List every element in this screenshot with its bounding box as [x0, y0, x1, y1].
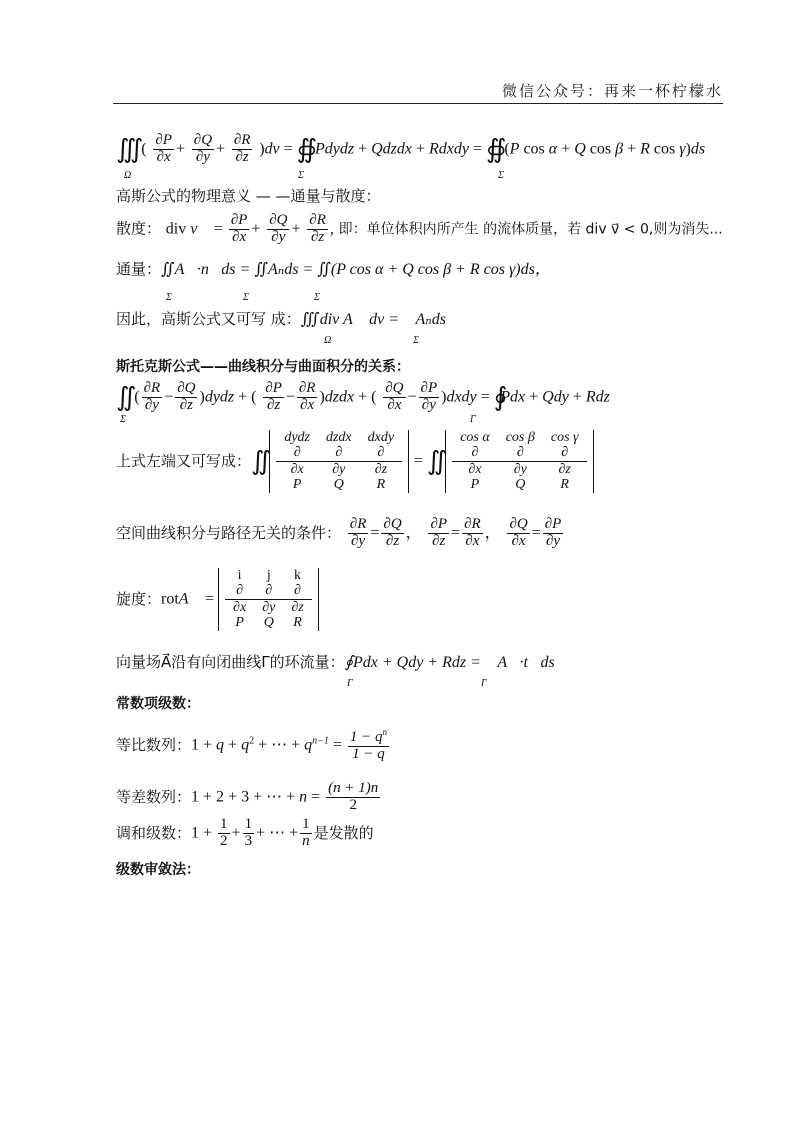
circulation-label: 向量场A⃗沿有向闭曲线Γ的环流量：: [116, 653, 345, 671]
divergence-text: 即：单位体积内所产生 的流体质量，若 div v⃗ < 0,则为消失...: [338, 221, 723, 238]
curl-label: 旋度：: [116, 589, 162, 608]
header-title: 微信公众号：再来一杯柠檬水: [501, 82, 723, 100]
left-rewrite-label: 上式左端又可写成：: [116, 451, 252, 470]
determinant-left: dydz dzdx dxdy ∂ ∂ ∂ ∂x ∂y ∂z P Q R: [269, 430, 409, 493]
flux-line: [116, 262, 551, 278]
gauss-rewrite-line: [116, 312, 446, 328]
determinant-right: cos α cos β cos γ ∂ ∂ ∂ ∂x ∂y ∂z P Q R: [445, 430, 593, 493]
page-header: [113, 80, 723, 102]
harmonic-text: 是发散的: [313, 823, 374, 842]
arithmetic-label: 等差数列：: [116, 787, 192, 806]
series-heading: 常数项级数：: [116, 696, 200, 712]
path-independence-line: 空间曲线积分与路径无关的条件： $\frac{\partial R}{\partial y}$ = $\frac{\partial Q}{\partial z}$ ， $\frac{\partial P}{\partial z}$ = $\frac{\partial R}{\partial x}$ ， $\frac{\partial Q}{\partial x}$ = $\frac{\partial P}{\partial y}$: [116, 516, 562, 549]
gauss-meaning: 高斯公式的物理意义 — —通量与散度：: [116, 187, 381, 205]
gauss-formula: ∭ Ω ( $\frac{\partial P}{\partial x}$ + $\frac{\partial Q}{\partial y}$ + $\frac{\partial R}{\partial z}$ )dv = ∯ Σ Pdydz + Qdzdx + Rdxdy = ∯ Σ (P cos α + Q cos β + R cos γ)ds: [116, 132, 706, 181]
circulation-line: [116, 655, 555, 671]
rewrite-label: 因此，高斯公式又可写 成：: [116, 310, 301, 328]
divergence-line: 散度： div v⃗ = $\frac{\partial P}{\partial x}$ + $\frac{\partial Q}{\partial y}$ + $\frac{\partial R}{\partial z}$ , 即：单位体积内所产生 的流体质量，若 div v⃗ < 0,则为消失...: [116, 212, 723, 245]
path-independence-label: 空间曲线积分与路径无关的条件：: [116, 523, 342, 542]
stokes-determinant-line: 上式左端又可写成：∬ dydz dzdx dxdy ∂ ∂ ∂ ∂x ∂y ∂z P Q R = ∬ cos α cos β cos γ ∂ ∂ ∂ ∂x ∂y ∂z P Q R: [116, 430, 594, 493]
rewrite-formula: ∭div A⃗ dv = ∯Aₙds: [300, 311, 446, 328]
header-divider: [113, 103, 723, 104]
harmonic-label: 调和级数：: [116, 823, 192, 842]
geometric-line: 等比数列：$1 + q + q^2$ + ⋯ + $q^{n-1}$ = $\frac{1 - q^n}{1 - q}$: [116, 727, 388, 762]
harmonic-line: 调和级数：1 + $\frac{1}{2}$ + $\frac{1}{3}$ + ⋯ + $\frac{1}{n}$ 是发散的: [116, 816, 374, 849]
stokes-formula: ∬ ( $\frac{\partial R}{\partial y}$ − $\frac{\partial Q}{\partial z}$ )dydz + ( $\frac{\partial P}{\partial z}$ − $\frac{\partial R}{\partial x}$ )dzdx + ( $\frac{\partial Q}{\partial x}$ − $\frac{\partial P}{\partial y}$ )dxdy = ∮Pdx + Qdy + Rdz: [116, 380, 610, 413]
stokes-heading: 斯托克斯公式——曲线积分与曲面积分的关系：: [116, 359, 410, 375]
flux-formula: ∬A⃗·n⃗ds = ∬Aₙds = ∬(P cos α + Q cos β + R cos γ)ds，: [161, 261, 551, 278]
circulation-formula: ∮Pdx + Qdy + Rdz = ∮A⃗·t⃗ds: [344, 654, 555, 671]
curl-determinant: i j k ∂ ∂ ∂ ∂x ∂y ∂z P Q R: [218, 568, 319, 631]
flux-label: 通量：: [116, 260, 162, 278]
geometric-label: 等比数列：: [116, 735, 192, 754]
divergence-label: 散度：: [116, 219, 162, 238]
convergence-tests-heading: 级数审敛法：: [116, 862, 200, 878]
arithmetic-line: 等差数列：1 + 2 + 3 + ⋯ + n = $\frac{(n + 1)n}{2}$: [116, 780, 379, 813]
curl-line: 旋度：rotA⃗ = i j k ∂ ∂ ∂ ∂x ∂y ∂z P Q R: [116, 568, 319, 631]
